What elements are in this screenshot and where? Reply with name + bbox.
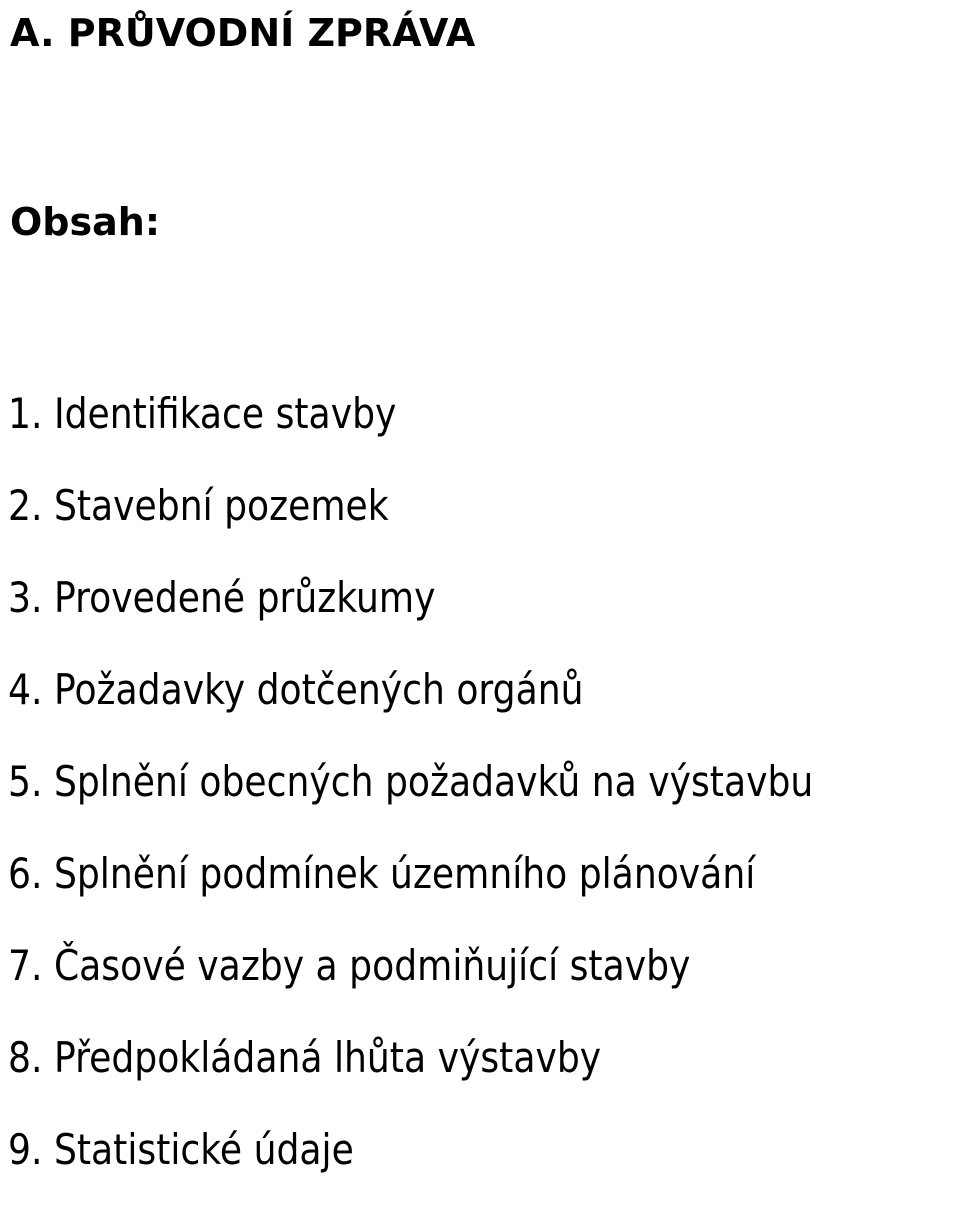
contents-heading: Obsah: bbox=[10, 200, 161, 244]
toc-item-text: Splnění podmínek územního plánování bbox=[53, 849, 756, 898]
toc-item-1 bbox=[8, 388, 813, 480]
toc-item-5 bbox=[8, 756, 813, 848]
toc-item-text: Stavební pozemek bbox=[53, 481, 389, 530]
document-title: A. PRŮVODNÍ ZPRÁVA bbox=[10, 11, 476, 55]
toc-item-text: Časové vazby a podmiňující stavby bbox=[53, 941, 691, 990]
toc-item-number: 3. bbox=[8, 573, 43, 622]
toc-item-4 bbox=[8, 664, 813, 756]
toc-item-number: 8. bbox=[8, 1033, 43, 1082]
toc-item-number: 9. bbox=[8, 1125, 43, 1174]
toc-item-6 bbox=[8, 848, 813, 940]
toc-item-8 bbox=[8, 1032, 813, 1124]
toc-item-number: 5. bbox=[8, 757, 43, 806]
toc-item-9 bbox=[8, 1124, 813, 1216]
toc-item-text: Požadavky dotčených orgánů bbox=[53, 665, 584, 714]
toc-item-text: Splnění obecných požadavků na výstavbu bbox=[53, 757, 814, 806]
toc-item-number: 1. bbox=[8, 389, 43, 438]
table-of-contents bbox=[8, 388, 944, 1216]
toc-item-3 bbox=[8, 572, 813, 664]
toc-item-number: 6. bbox=[8, 849, 43, 898]
toc-item-text: Identifikace stavby bbox=[53, 389, 397, 438]
toc-item-7 bbox=[8, 940, 813, 1032]
toc-item-text: Provedené průzkumy bbox=[53, 573, 436, 622]
toc-item-text: Předpokládaná lhůta výstavby bbox=[53, 1033, 602, 1082]
toc-item-number: 4. bbox=[8, 665, 43, 714]
toc-item-number: 2. bbox=[8, 481, 43, 530]
toc-item-text: Statistické údaje bbox=[53, 1125, 354, 1174]
toc-item-number: 7. bbox=[8, 941, 43, 990]
toc-item-2 bbox=[8, 480, 813, 572]
